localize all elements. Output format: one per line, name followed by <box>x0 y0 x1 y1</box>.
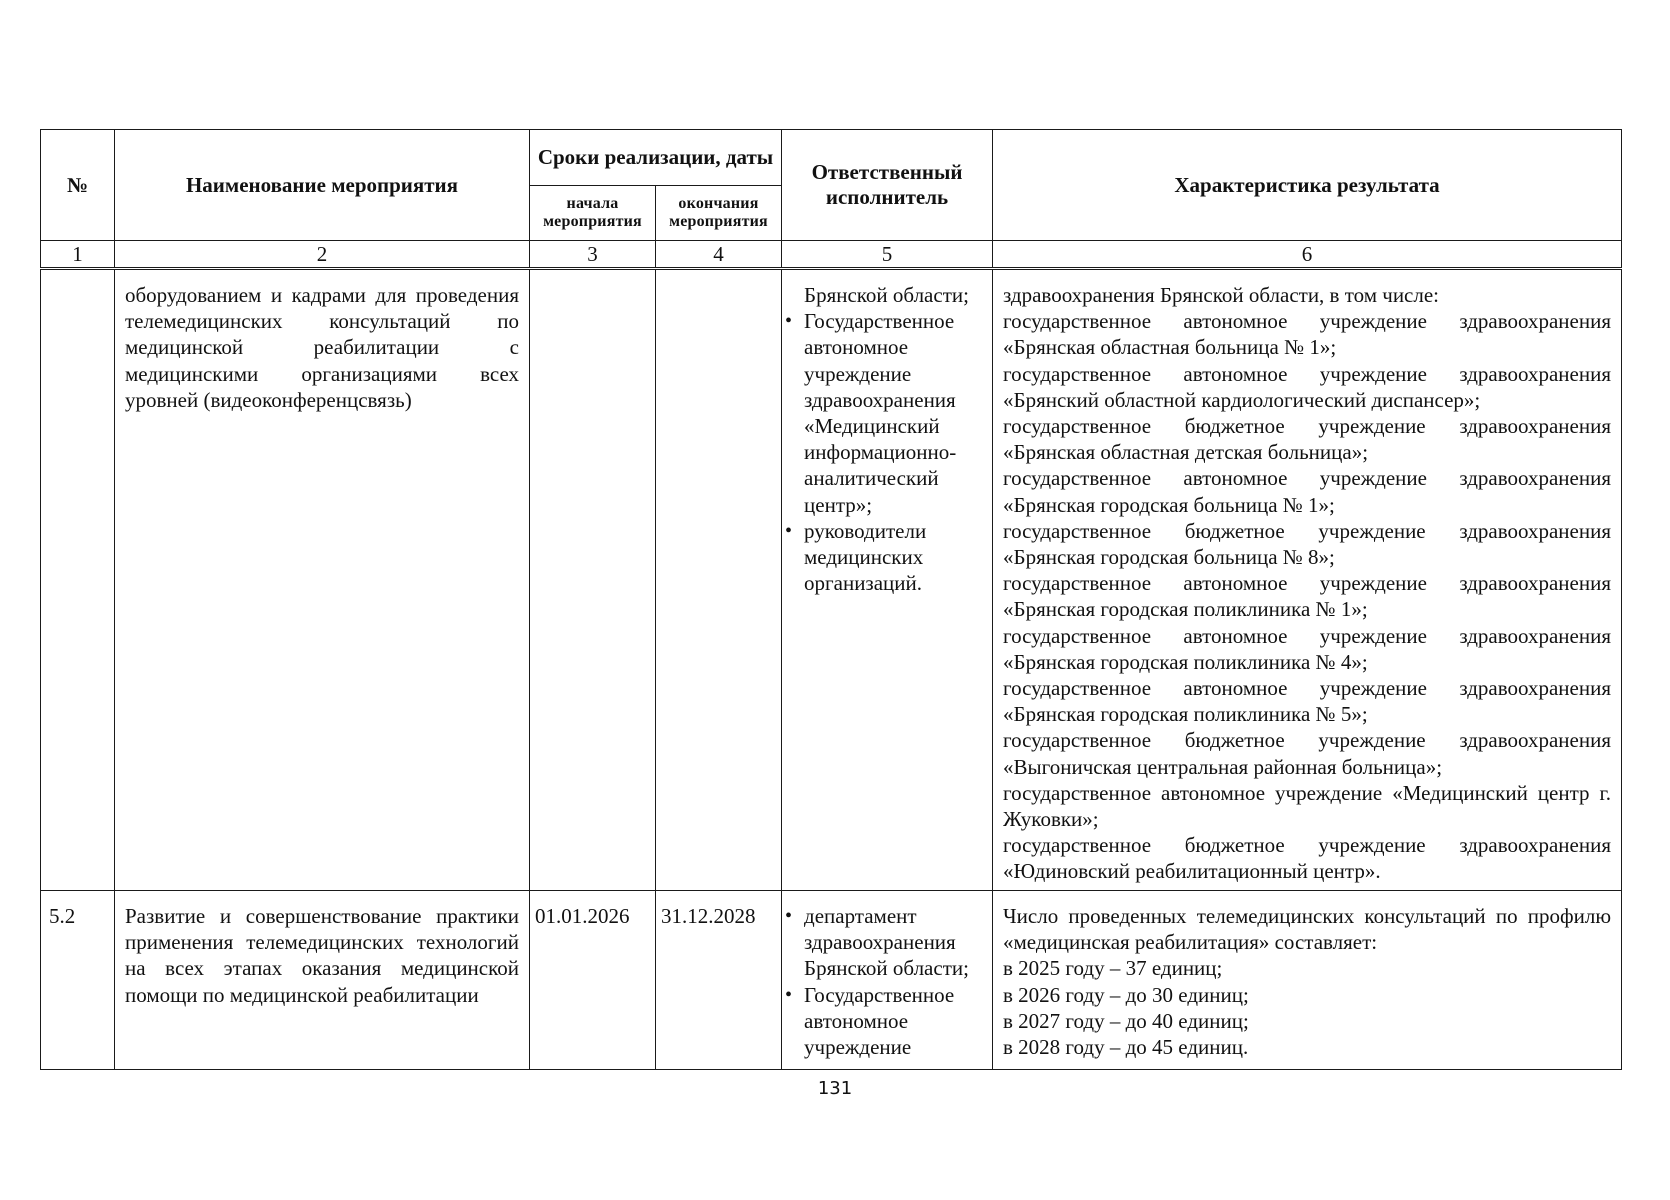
row-end-date <box>656 269 782 891</box>
column-number: 5 <box>782 241 993 269</box>
result-line: государственное бюджетное учреждение здравоохранения «Юдиновский реабилитационный центр». <box>1003 833 1612 884</box>
result-line: государственное бюджетное учреждение здравоохранения «Брянская областная детская больница»; <box>1003 414 1612 465</box>
result-line: государственное автономное учреждение здравоохранения «Брянская городская поликлиника № 5»; <box>1003 676 1612 727</box>
result-line: в 2025 году – 37 единиц; <box>1003 956 1223 981</box>
row-activity-name: Развитие и совершенствование практики применения телемедицинских технологий на всех этапах оказания медицинской помощи по медицинской реабилитации <box>115 891 530 1070</box>
result-line: государственное автономное учреждение здравоохранения «Брянский областной кардиологический диспансер»; <box>1003 361 1612 412</box>
executor-item: • руководители медицинских организаций. <box>785 518 990 597</box>
row-num <box>41 269 115 891</box>
header-result: Характеристика результата <box>993 130 1622 241</box>
row-start-date: 01.01.2026 <box>530 891 656 1070</box>
row-executor <box>782 269 993 891</box>
column-number-row <box>41 241 1622 269</box>
row-result <box>993 891 1622 1070</box>
result-line: государственное автономное учреждение «Медицинский центр г. Жуковки»; <box>1003 780 1612 832</box>
result-line: государственное автономное учреждение здравоохранения «Брянская городская поликлиника № 4»; <box>1003 623 1612 674</box>
result-line: Число проведенных телемедицинских консультаций по профилю «медицинская реабилитация» составляет: <box>1003 904 1612 955</box>
executor-list <box>785 903 990 1060</box>
result-line: государственное бюджетное учреждение здравоохранения «Брянская городская больница № 8»; <box>1003 518 1612 570</box>
header-start: начала мероприятия <box>530 186 656 241</box>
column-number: 6 <box>993 241 1622 269</box>
header-num: № <box>41 130 115 241</box>
column-number: 4 <box>656 241 782 269</box>
row-end-date: 31.12.2028 <box>656 891 782 1070</box>
table-row-continued <box>41 269 1622 891</box>
header-activity-name: Наименование мероприятия <box>115 130 530 241</box>
header-end: окончания мероприятия <box>656 186 782 241</box>
row-num: 5.2 <box>41 891 115 1070</box>
activities-table <box>40 129 1622 1070</box>
executor-item: • Государственное автономное учреждение здравоохранения «Медицинский информационно-аналитический центр»; <box>785 308 990 518</box>
column-number: 2 <box>115 241 530 269</box>
table-row-5-2 <box>41 891 1622 1070</box>
row-result <box>993 269 1622 891</box>
executor-item: • департамент здравоохранения Брянской области; <box>785 903 990 982</box>
page-number: 131 <box>817 1078 853 1099</box>
result-line: государственное автономное учреждение здравоохранения «Брянская областная больница № 1»; <box>1003 309 1612 360</box>
executor-list <box>785 308 990 596</box>
result-line: в 2027 году – до 40 единиц; <box>1003 1008 1249 1033</box>
result-line: государственное автономное учреждение здравоохранения «Брянская городская поликлиника № 1»; <box>1003 571 1612 622</box>
row-start-date <box>530 269 656 891</box>
column-number: 3 <box>530 241 656 269</box>
header-executor: Ответственный исполнитель <box>782 130 993 241</box>
result-line: здравоохранения Брянской области, в том числе: <box>1003 283 1440 307</box>
result-line: государственное бюджетное учреждение здравоохранения «Выгоничская центральная районная больница»; <box>1003 728 1612 779</box>
header-dates: Сроки реализации, даты <box>530 130 782 186</box>
executor-lead: Брянской области; <box>804 283 969 307</box>
result-line: в 2026 году – до 30 единиц; <box>1003 982 1249 1007</box>
row-activity-name: оборудованием и кадрами для проведения телемедицинских консультаций по медицинской реабилитации с медицинскими организациями всех уровней (видеоконференцсвязь) <box>115 269 530 891</box>
result-line: государственное автономное учреждение здравоохранения «Брянская городская больница № 1»; <box>1003 466 1612 517</box>
row-executor <box>782 891 993 1070</box>
column-number: 1 <box>41 241 115 269</box>
executor-item: • Государственное автономное учреждение <box>785 982 990 1061</box>
result-line: в 2028 году – до 45 единиц. <box>1003 1035 1249 1060</box>
